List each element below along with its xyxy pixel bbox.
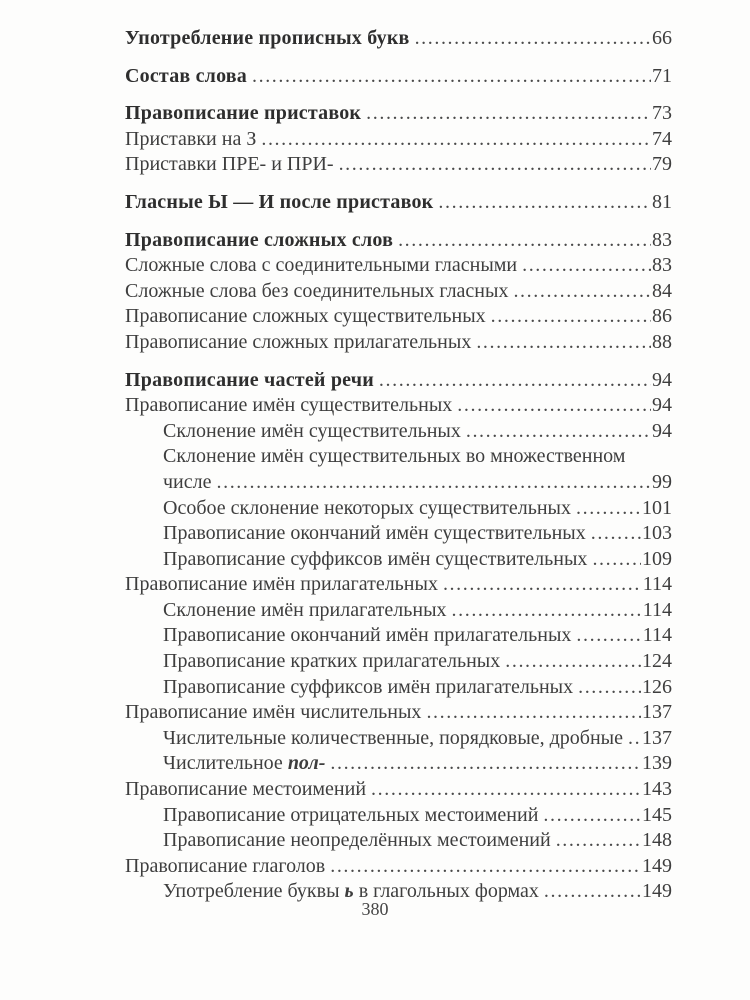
toc-entry-text-pre: Сложные слова с соединительными гласными <box>125 254 518 277</box>
toc-entry-label <box>163 803 538 829</box>
toc-entry-label <box>163 828 551 854</box>
dot-leader <box>466 419 651 445</box>
toc-entry-label <box>125 64 247 90</box>
toc-entry-text-pre: Правописание имён прилагательных <box>125 573 438 596</box>
toc-entry <box>125 368 672 394</box>
toc-entry-text-pre: Правописание сложных существительных <box>125 305 486 328</box>
toc-entry-label <box>163 547 587 573</box>
toc-entry-text-pre: Склонение имён существительных <box>163 419 461 442</box>
toc-entry-label <box>125 854 325 880</box>
toc-entry <box>125 101 672 127</box>
toc-entry-page-number: 66 <box>652 27 672 49</box>
toc-entry-page-number: 99 <box>652 470 672 493</box>
toc-entry-label <box>125 253 517 279</box>
dot-leader <box>513 279 651 305</box>
toc-entry <box>125 330 672 356</box>
toc-entry-label <box>163 419 461 445</box>
toc-entry-label <box>125 777 366 803</box>
toc-entry-label <box>125 190 433 216</box>
toc-entry-page-number: 94 <box>652 394 672 417</box>
toc-entry-label <box>163 598 447 624</box>
toc-entry <box>125 777 672 803</box>
dot-leader <box>415 26 651 52</box>
toc-entry-page-number: 73 <box>652 102 672 125</box>
toc-entry-text-pre: Употребление буквы <box>163 880 345 903</box>
toc-entry-text-pre: Числительные количественные, порядковые, дробные <box>163 726 623 749</box>
toc-entry <box>125 496 672 522</box>
toc-entry-label <box>125 279 508 305</box>
toc-entry-text-pre: Правописание частей речи <box>125 368 374 391</box>
dot-leader <box>543 803 641 829</box>
toc-entry <box>125 253 672 279</box>
toc-entry-page-number: 101 <box>642 496 672 519</box>
toc-entry-page-number: 86 <box>652 305 672 328</box>
toc-entry <box>125 444 672 470</box>
dot-leader <box>457 393 651 419</box>
toc-entry-text-pre: Гласные Ы — И после приставок <box>125 190 434 213</box>
toc-entry-label <box>163 444 625 470</box>
toc-entry-page-number: 139 <box>642 752 672 775</box>
toc-entry-text-pre: Правописание местоимений <box>125 778 367 801</box>
toc-entry-text-pre: Сложные слова без соединительных гласных <box>125 279 509 302</box>
toc-entry-label <box>163 726 623 752</box>
dot-leader <box>556 828 641 854</box>
toc-entry-page-number: 114 <box>642 573 672 596</box>
toc-entry-text-pre: Употребление прописных букв <box>125 27 410 49</box>
dot-leader <box>379 368 651 394</box>
toc-entry-text-pre: Правописание окончаний имён прилагательных <box>163 624 572 647</box>
toc-entry-text-pre: Правописание глаголов <box>125 854 326 877</box>
dot-leader <box>591 521 641 547</box>
toc-entry-page-number: 84 <box>652 279 672 302</box>
toc-entry-text-emphasis: пол- <box>287 752 326 775</box>
toc-entry <box>125 649 672 675</box>
toc-entry-page-number: 88 <box>652 330 672 353</box>
toc-entry <box>125 152 672 178</box>
toc-entry-page-number: 124 <box>642 650 672 673</box>
toc-entry-text-pre: Правописание суффиксов имён существительных <box>163 547 588 570</box>
toc-entry <box>125 803 672 829</box>
toc-entry <box>125 854 672 880</box>
toc-entry-text-pre: Правописание окончаний имён существительных <box>163 522 586 545</box>
toc-entry-text-pre: Правописание сложных слов <box>125 228 394 251</box>
toc-entry-label <box>163 675 573 701</box>
page-number-footer: 380 <box>361 899 389 919</box>
dot-leader <box>592 547 641 573</box>
toc-entry <box>125 751 672 777</box>
toc-entry-page-number: 114 <box>642 624 672 647</box>
toc-entry-page-number: 143 <box>642 778 672 801</box>
toc-entry-text-pre: Правописание имён числительных <box>125 701 422 724</box>
toc-entry <box>125 521 672 547</box>
toc-entry-page-number: 81 <box>652 190 672 213</box>
toc-entry <box>125 304 672 330</box>
toc-entry-page-number: 94 <box>652 368 672 391</box>
toc-entry-label <box>163 470 212 496</box>
toc-entry-page-number: 83 <box>652 228 672 251</box>
toc-entry-label <box>163 496 571 522</box>
dot-leader <box>398 228 651 254</box>
dot-leader <box>491 304 651 330</box>
toc-entry-label <box>125 228 393 254</box>
dot-leader <box>371 777 641 803</box>
toc-entry-text-pre: Особое склонение некоторых существительных <box>163 496 571 519</box>
toc-entry-text-pre: Правописание отрицательных местоимений <box>163 803 539 826</box>
toc-entry-label <box>163 623 571 649</box>
toc-entry-page-number: 94 <box>652 419 672 442</box>
dot-leader <box>576 496 641 522</box>
dot-leader <box>576 623 641 649</box>
toc-entry-page-number: 145 <box>642 803 672 826</box>
toc-entry-label <box>125 572 438 598</box>
toc-entry-text-pre: Склонение имён прилагательных <box>163 598 447 621</box>
toc-entry-text-pre: Числительное <box>163 752 288 775</box>
toc-entry-page-number: 137 <box>642 701 672 724</box>
toc-entry-text-pre: Правописание суффиксов имён прилагательных <box>163 675 574 698</box>
toc-entry-page-number: 126 <box>642 675 672 698</box>
toc-entry-page-number: 83 <box>652 254 672 277</box>
toc-entry <box>125 623 672 649</box>
dot-leader <box>452 598 642 624</box>
toc-entry <box>125 228 672 254</box>
toc-entry-label <box>163 649 500 675</box>
toc-entry-label <box>125 26 410 52</box>
toc-entry-text-pre: Приставки ПРЕ- и ПРИ- <box>125 153 334 176</box>
dot-leader <box>505 649 641 675</box>
toc-entry <box>125 547 672 573</box>
toc-entry-label <box>125 101 361 127</box>
toc-entry-page-number: 103 <box>642 522 672 545</box>
toc-entry-label <box>125 700 421 726</box>
toc-entry <box>125 419 672 445</box>
dot-leader <box>476 330 651 356</box>
toc-entry <box>125 26 672 52</box>
toc-entry <box>125 572 672 598</box>
toc-entry <box>125 470 672 496</box>
dot-leader <box>426 700 641 726</box>
toc-entry-page-number: 109 <box>642 547 672 570</box>
toc-entry-label <box>163 751 325 777</box>
dot-leader <box>330 751 641 777</box>
toc-entry-label <box>125 368 374 394</box>
toc-entry-label <box>125 304 486 330</box>
dot-leader <box>339 152 651 178</box>
toc-entry-label <box>163 521 586 547</box>
toc-entry <box>125 828 672 854</box>
toc-entry-text-pre: Правописание кратких прилагательных <box>163 650 501 673</box>
toc-entry-page-number: 149 <box>642 854 672 877</box>
toc-entry-text-pre: Правописание имён существительных <box>125 394 453 417</box>
toc-entry-text-emphasis: ь <box>344 880 354 903</box>
toc-entry <box>125 700 672 726</box>
toc-entry-text-pre: Склонение имён существительных во множественном <box>163 445 626 468</box>
dot-leader <box>330 854 641 880</box>
toc-entry <box>125 393 672 419</box>
toc-entry <box>125 190 672 216</box>
dot-leader <box>217 470 652 496</box>
toc-entry-label <box>125 152 334 178</box>
dot-leader <box>261 127 651 153</box>
toc-entry-page-number: 79 <box>652 153 672 176</box>
toc-entry-page-number: 137 <box>642 726 672 749</box>
dot-leader <box>578 675 641 701</box>
toc-entry-text-pre: Состав слова <box>125 64 247 87</box>
toc-entry <box>125 127 672 153</box>
toc-entry <box>125 279 672 305</box>
toc-list <box>125 26 672 905</box>
toc-entry-label <box>125 330 471 356</box>
toc-entry-page-number: 148 <box>642 829 672 852</box>
toc-entry-page-number: 149 <box>642 880 672 903</box>
toc-entry-text-pre: Правописание приставок <box>125 102 362 125</box>
toc-entry <box>125 726 672 752</box>
dot-leader <box>522 253 651 279</box>
toc-entry-text-pre: Приставки на З <box>125 127 257 150</box>
toc-entry-text-post: в глагольных формах <box>353 880 539 903</box>
toc-entry-label <box>125 393 452 419</box>
toc-entry-text-pre: Правописание неопределённых местоимений <box>163 829 551 852</box>
toc-entry-text-pre: числе <box>163 470 212 493</box>
toc-entry <box>125 675 672 701</box>
dot-leader <box>628 726 641 752</box>
toc-entry-text-pre: Правописание сложных прилагательных <box>125 330 472 353</box>
dot-leader <box>366 101 651 127</box>
dot-leader <box>438 190 651 216</box>
toc-entry <box>125 598 672 624</box>
toc-entry <box>125 64 672 90</box>
dot-leader <box>443 572 642 598</box>
toc-entry-page-number: 74 <box>652 127 672 150</box>
toc-entry-page-number: 71 <box>652 64 672 87</box>
dot-leader <box>252 64 651 90</box>
toc-entry-page-number: 114 <box>642 598 672 621</box>
toc-entry-label <box>125 127 256 153</box>
